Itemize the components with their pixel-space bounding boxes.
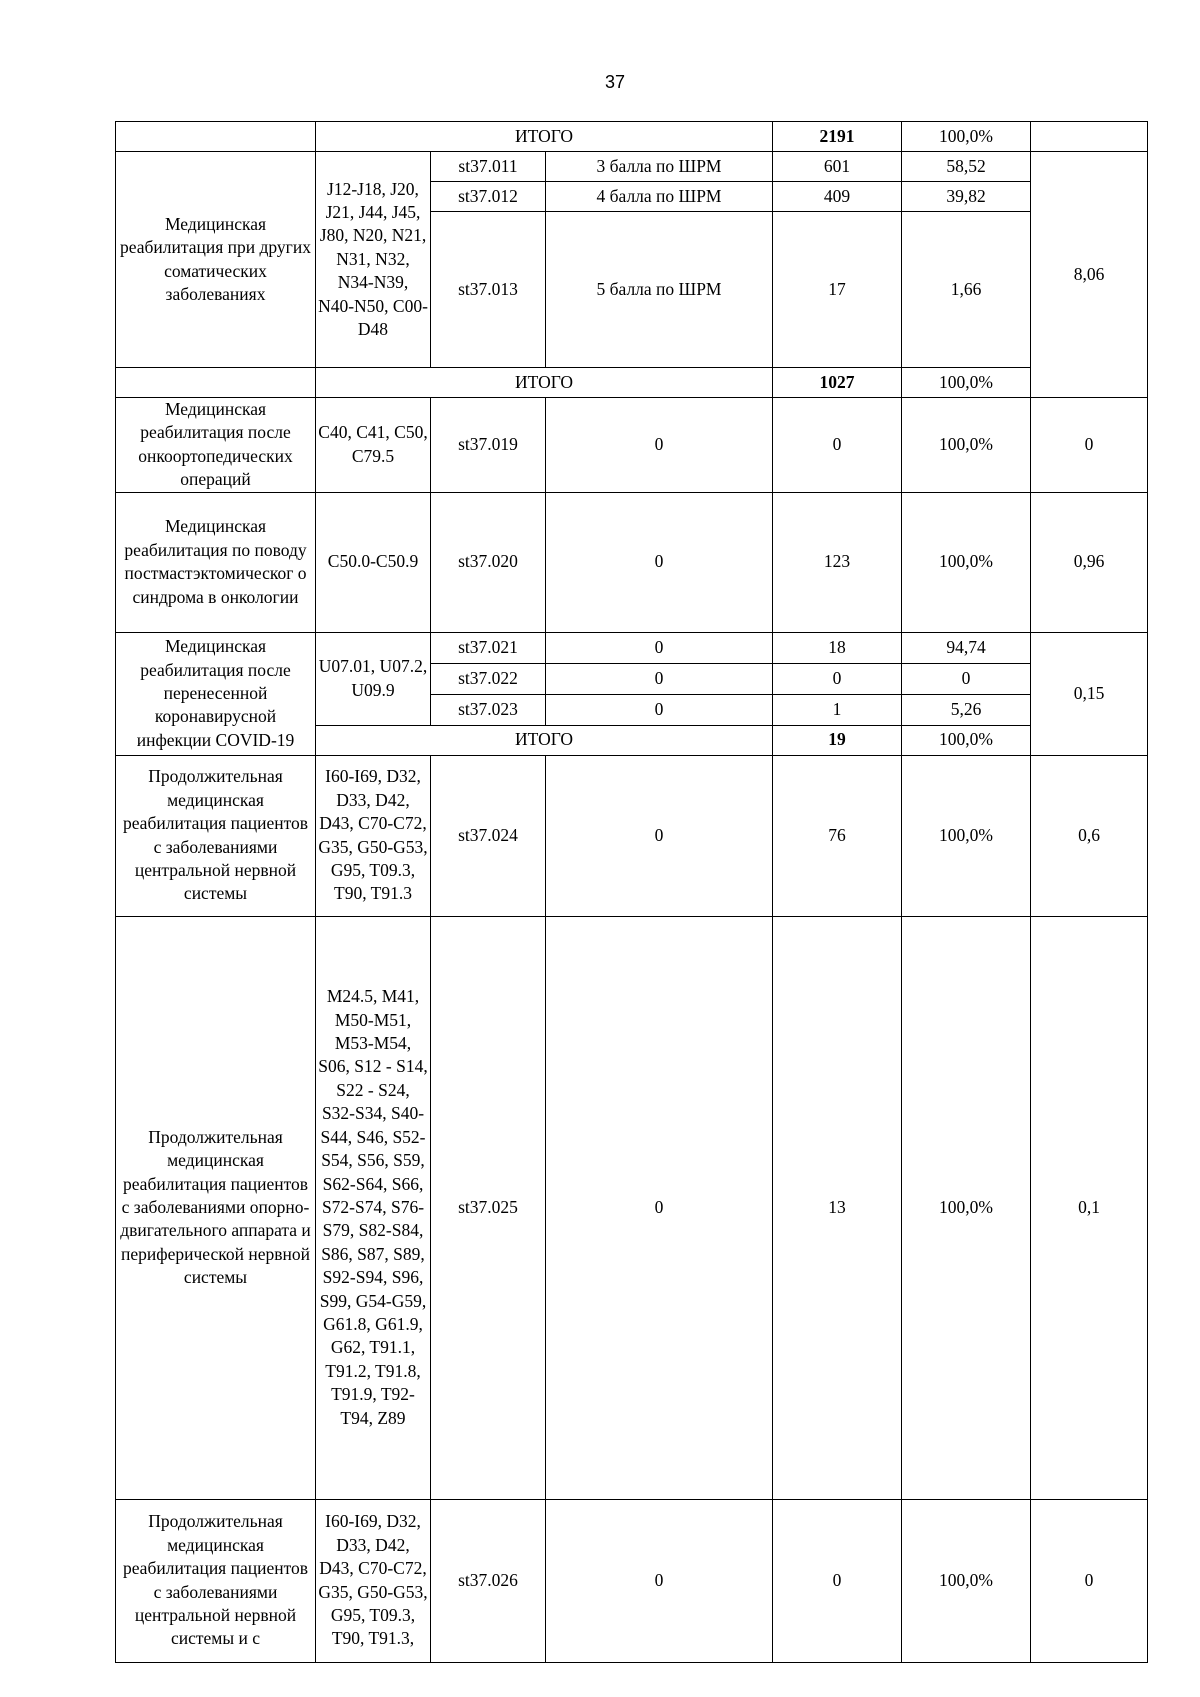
table-row-group-total [116, 368, 1148, 398]
group-name: Медицинская реабилитация после перенесенной коронавирусной инфекции COVID-19 [116, 632, 316, 755]
group-name: Продолжительная медицинская реабилитация пациентов с заболеваниями опорно- двигательного аппарата и периферической нервной системы [116, 916, 316, 1499]
criterion: 0 [546, 1499, 773, 1662]
diagnosis-codes: M24.5, M41, M50-M51, M53-M54, S06, S12 - S14, S22 - S24, S32-S34, S40-S44, S46, S52-S54, S56, S59, S62-S64, S66, S72-S74, S76-S79, S82-S84, S86, S87, S89, S92-S94, S96, S99, G54-G59, G61.8, G61.9, G62, T91.1, T91.2, T91.8, T91.9, T92-T94, Z89 [316, 916, 431, 1499]
criterion: 0 [546, 755, 773, 916]
group-name: Продолжительная медицинская реабилитация пациентов с заболеваниями центральной нервной системы [116, 755, 316, 916]
count: 17 [773, 212, 902, 368]
share: 100,0% [902, 755, 1031, 916]
ksg-code: st37.019 [431, 398, 546, 493]
empty-cell [116, 122, 316, 152]
tariff-table [115, 121, 1148, 1663]
count: 123 [773, 492, 902, 632]
total-count: 2191 [773, 122, 902, 152]
total-count: 19 [773, 725, 902, 755]
total-percent: 100,0% [902, 368, 1031, 398]
diagnosis-codes: I60-I69, D32, D33, D42, D43, C70-C72, G35, G50-G53, G95, T09.3, T90, T91.3, [316, 1499, 431, 1662]
share: 100,0% [902, 916, 1031, 1499]
coefficient: 0 [1031, 1499, 1148, 1662]
ksg-code: st37.011 [431, 152, 546, 182]
criterion: 0 [546, 663, 773, 694]
coefficient: 0,15 [1031, 632, 1148, 755]
diagnosis-codes: U07.01, U07.2, U09.9 [316, 632, 431, 725]
count: 0 [773, 1499, 902, 1662]
share: 100,0% [902, 1499, 1031, 1662]
table-row [116, 632, 1148, 663]
share: 100,0% [902, 492, 1031, 632]
total-label: ИТОГО [316, 122, 773, 152]
table-row [116, 1499, 1148, 1662]
coefficient: 8,06 [1031, 152, 1148, 398]
coefficient: 0 [1031, 398, 1148, 493]
table-row [116, 916, 1148, 1499]
total-label: ИТОГО [316, 725, 773, 755]
criterion: 0 [546, 492, 773, 632]
total-label: ИТОГО [316, 368, 773, 398]
diagnosis-codes: C40, C41, C50, C79.5 [316, 398, 431, 493]
ksg-code: st37.025 [431, 916, 546, 1499]
table-row [116, 755, 1148, 916]
table-row-top-total [116, 122, 1148, 152]
ksg-code: st37.012 [431, 182, 546, 212]
criterion: 3 балла по ШРМ [546, 152, 773, 182]
table-row [116, 398, 1148, 493]
criterion: 4 балла по ШРМ [546, 182, 773, 212]
table-row [116, 492, 1148, 632]
empty-cell [1031, 122, 1148, 152]
diagnosis-codes: J12-J18, J20, J21, J44, J45, J80, N20, N21, N31, N32, N34-N39, N40-N50, C00-D48 [316, 152, 431, 368]
ksg-code: st37.024 [431, 755, 546, 916]
ksg-code: st37.026 [431, 1499, 546, 1662]
ksg-code: st37.020 [431, 492, 546, 632]
share: 94,74 [902, 632, 1031, 663]
criterion: 0 [546, 632, 773, 663]
share: 5,26 [902, 694, 1031, 725]
page-number: 37 [604, 72, 626, 92]
empty-cell [116, 368, 316, 398]
count: 409 [773, 182, 902, 212]
table-row [116, 152, 1148, 182]
share: 39,82 [902, 182, 1031, 212]
diagnosis-codes: I60-I69, D32, D33, D42, D43, C70-C72, G35, G50-G53, G95, T09.3, T90, T91.3 [316, 755, 431, 916]
ksg-code: st37.013 [431, 212, 546, 368]
criterion: 5 балла по ШРМ [546, 212, 773, 368]
count: 601 [773, 152, 902, 182]
count: 1 [773, 694, 902, 725]
criterion: 0 [546, 694, 773, 725]
count: 0 [773, 663, 902, 694]
count: 13 [773, 916, 902, 1499]
count: 76 [773, 755, 902, 916]
criterion: 0 [546, 398, 773, 493]
criterion: 0 [546, 916, 773, 1499]
coefficient: 0,96 [1031, 492, 1148, 632]
total-count: 1027 [773, 368, 902, 398]
share: 1,66 [902, 212, 1031, 368]
group-name: Продолжительная медицинская реабилитация пациентов с заболеваниями центральной нервной системы и с [116, 1499, 316, 1662]
coefficient: 0,6 [1031, 755, 1148, 916]
diagnosis-codes: C50.0-C50.9 [316, 492, 431, 632]
ksg-code: st37.023 [431, 694, 546, 725]
ksg-code: st37.021 [431, 632, 546, 663]
total-percent: 100,0% [902, 725, 1031, 755]
total-percent: 100,0% [902, 122, 1031, 152]
coefficient: 0,1 [1031, 916, 1148, 1499]
ksg-code: st37.022 [431, 663, 546, 694]
share: 0 [902, 663, 1031, 694]
share: 58,52 [902, 152, 1031, 182]
group-name: Медицинская реабилитация после онкоортопедических операций [116, 398, 316, 493]
count: 18 [773, 632, 902, 663]
group-name: Медицинская реабилитация по поводу постмастэктомическог о синдрома в онкологии [116, 492, 316, 632]
group-name: Медицинская реабилитация при других соматических заболеваниях [116, 152, 316, 368]
share: 100,0% [902, 398, 1031, 493]
count: 0 [773, 398, 902, 493]
